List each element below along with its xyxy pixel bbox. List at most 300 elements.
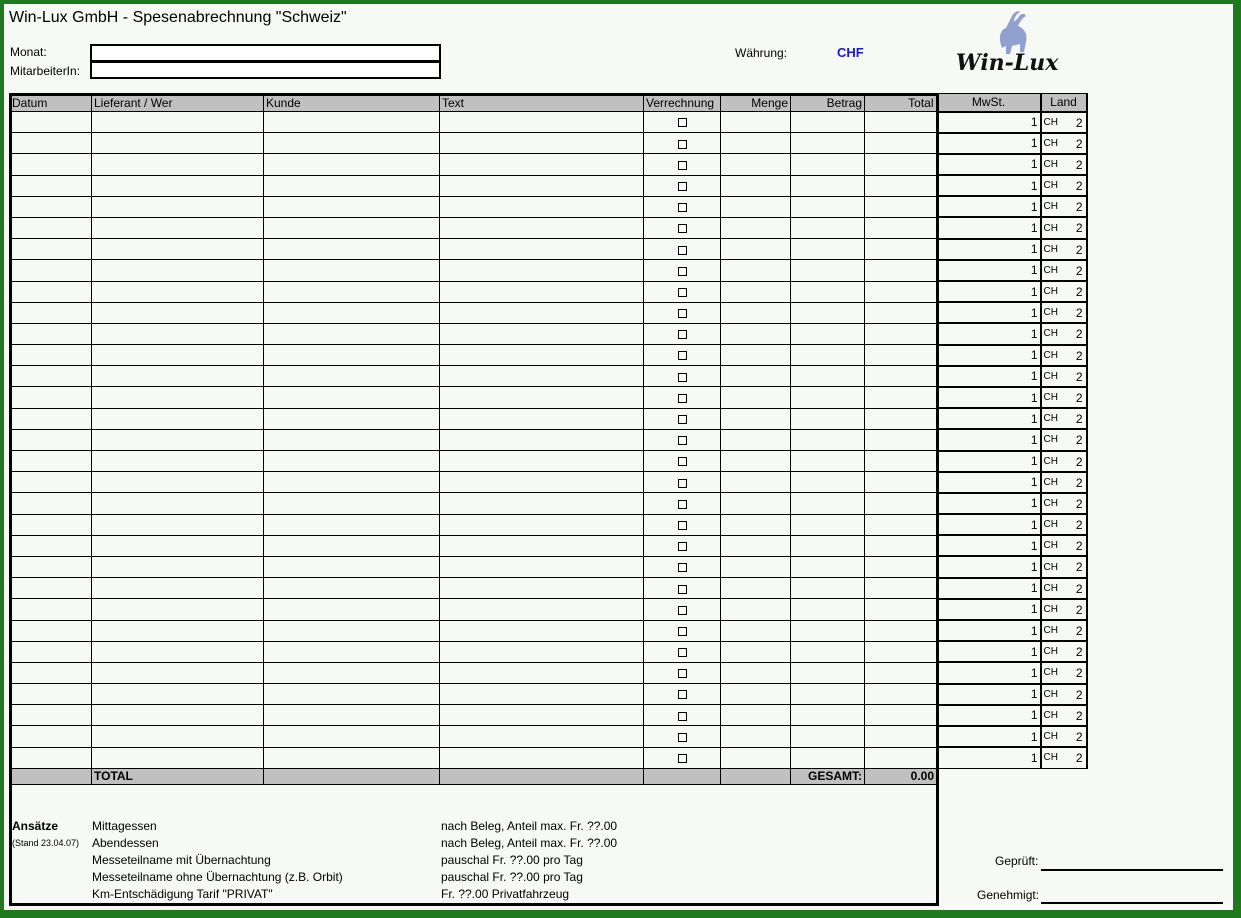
verrechnung-checkbox[interactable] — [678, 542, 687, 551]
cell-kunde[interactable] — [264, 387, 440, 408]
cell-mwst[interactable]: 1 — [937, 429, 1041, 450]
cell-datum[interactable] — [10, 345, 92, 366]
cell-betrag[interactable] — [791, 684, 865, 705]
cell-mwst[interactable]: 1 — [937, 599, 1041, 620]
cell-text[interactable] — [440, 535, 644, 556]
cell-verrechnung[interactable] — [644, 429, 721, 450]
cell-kunde[interactable] — [264, 472, 440, 493]
cell-betrag[interactable] — [791, 747, 865, 768]
cell-kunde[interactable] — [264, 684, 440, 705]
cell-text[interactable] — [440, 556, 644, 577]
cell-total[interactable] — [865, 281, 937, 302]
cell-total[interactable] — [865, 535, 937, 556]
verrechnung-checkbox[interactable] — [678, 330, 687, 339]
cell-text[interactable] — [440, 514, 644, 535]
verrechnung-checkbox[interactable] — [678, 500, 687, 509]
cell-verrechnung[interactable] — [644, 260, 721, 281]
cell-verrechnung[interactable] — [644, 366, 721, 387]
verrechnung-checkbox[interactable] — [678, 669, 687, 678]
verrechnung-checkbox[interactable] — [678, 563, 687, 572]
cell-menge[interactable] — [721, 429, 791, 450]
cell-menge[interactable] — [721, 217, 791, 238]
cell-verrechnung[interactable] — [644, 408, 721, 429]
cell-menge[interactable] — [721, 747, 791, 768]
cell-total[interactable] — [865, 323, 937, 344]
verrechnung-checkbox[interactable] — [678, 140, 687, 149]
cell-menge[interactable] — [721, 599, 791, 620]
cell-kunde[interactable] — [264, 451, 440, 472]
cell-total[interactable] — [865, 493, 937, 514]
cell-mwst[interactable]: 1 — [937, 556, 1041, 577]
verrechnung-checkbox[interactable] — [678, 288, 687, 297]
cell-land[interactable] — [1041, 196, 1087, 217]
cell-mwst[interactable]: 1 — [937, 408, 1041, 429]
cell-datum[interactable] — [10, 535, 92, 556]
cell-datum[interactable] — [10, 747, 92, 768]
cell-mwst[interactable]: 1 — [937, 726, 1041, 747]
cell-betrag[interactable] — [791, 662, 865, 683]
verrechnung-checkbox[interactable] — [678, 203, 687, 212]
cell-verrechnung[interactable] — [644, 323, 721, 344]
verrechnung-checkbox[interactable] — [678, 754, 687, 763]
cell-betrag[interactable] — [791, 620, 865, 641]
cell-mwst[interactable]: 1 — [937, 493, 1041, 514]
cell-datum[interactable] — [10, 133, 92, 154]
cell-verrechnung[interactable] — [644, 578, 721, 599]
cell-lieferant[interactable] — [92, 684, 264, 705]
cell-mwst[interactable]: 1 — [937, 472, 1041, 493]
cell-total[interactable] — [865, 578, 937, 599]
cell-mwst[interactable]: 1 — [937, 133, 1041, 154]
cell-lieferant[interactable] — [92, 620, 264, 641]
cell-verrechnung[interactable] — [644, 726, 721, 747]
cell-mwst[interactable]: 1 — [937, 260, 1041, 281]
cell-total[interactable] — [865, 726, 937, 747]
cell-mwst[interactable]: 1 — [937, 175, 1041, 196]
verrechnung-checkbox[interactable] — [678, 246, 687, 255]
cell-menge[interactable] — [721, 366, 791, 387]
cell-menge[interactable] — [721, 641, 791, 662]
cell-menge[interactable] — [721, 345, 791, 366]
cell-lieferant[interactable] — [92, 429, 264, 450]
cell-text[interactable] — [440, 154, 644, 175]
cell-lieferant[interactable] — [92, 578, 264, 599]
cell-datum[interactable] — [10, 514, 92, 535]
cell-verrechnung[interactable] — [644, 472, 721, 493]
cell-datum[interactable] — [10, 175, 92, 196]
cell-land[interactable] — [1041, 112, 1087, 133]
cell-kunde[interactable] — [264, 705, 440, 726]
cell-datum[interactable] — [10, 239, 92, 260]
cell-land[interactable] — [1041, 599, 1087, 620]
cell-land[interactable] — [1041, 662, 1087, 683]
cell-verrechnung[interactable] — [644, 196, 721, 217]
cell-kunde[interactable] — [264, 493, 440, 514]
cell-verrechnung[interactable] — [644, 281, 721, 302]
cell-kunde[interactable] — [264, 154, 440, 175]
cell-menge[interactable] — [721, 535, 791, 556]
cell-kunde[interactable] — [264, 281, 440, 302]
cell-betrag[interactable] — [791, 281, 865, 302]
cell-total[interactable] — [865, 345, 937, 366]
cell-menge[interactable] — [721, 281, 791, 302]
cell-kunde[interactable] — [264, 366, 440, 387]
cell-total[interactable] — [865, 641, 937, 662]
cell-menge[interactable] — [721, 493, 791, 514]
cell-text[interactable] — [440, 684, 644, 705]
cell-total[interactable] — [865, 133, 937, 154]
cell-text[interactable] — [440, 747, 644, 768]
verrechnung-checkbox[interactable] — [678, 479, 687, 488]
cell-text[interactable] — [440, 578, 644, 599]
cell-datum[interactable] — [10, 154, 92, 175]
cell-menge[interactable] — [721, 387, 791, 408]
cell-verrechnung[interactable] — [644, 747, 721, 768]
cell-land[interactable] — [1041, 429, 1087, 450]
cell-total[interactable] — [865, 302, 937, 323]
cell-betrag[interactable] — [791, 578, 865, 599]
cell-lieferant[interactable] — [92, 599, 264, 620]
cell-kunde[interactable] — [264, 578, 440, 599]
cell-lieferant[interactable] — [92, 302, 264, 323]
cell-menge[interactable] — [721, 726, 791, 747]
cell-verrechnung[interactable] — [644, 451, 721, 472]
cell-land[interactable] — [1041, 133, 1087, 154]
cell-mwst[interactable]: 1 — [937, 578, 1041, 599]
cell-mwst[interactable]: 1 — [937, 217, 1041, 238]
cell-land[interactable] — [1041, 239, 1087, 260]
cell-menge[interactable] — [721, 175, 791, 196]
cell-lieferant[interactable] — [92, 239, 264, 260]
cell-datum[interactable] — [10, 620, 92, 641]
cell-text[interactable] — [440, 726, 644, 747]
verrechnung-checkbox[interactable] — [678, 627, 687, 636]
cell-betrag[interactable] — [791, 133, 865, 154]
cell-kunde[interactable] — [264, 747, 440, 768]
cell-verrechnung[interactable] — [644, 705, 721, 726]
cell-mwst[interactable]: 1 — [937, 196, 1041, 217]
cell-datum[interactable] — [10, 472, 92, 493]
cell-lieferant[interactable] — [92, 408, 264, 429]
cell-verrechnung[interactable] — [644, 112, 721, 133]
cell-kunde[interactable] — [264, 408, 440, 429]
cell-mwst[interactable]: 1 — [937, 239, 1041, 260]
cell-land[interactable] — [1041, 260, 1087, 281]
cell-land[interactable] — [1041, 302, 1087, 323]
cell-total[interactable] — [865, 620, 937, 641]
cell-mwst[interactable]: 1 — [937, 684, 1041, 705]
cell-kunde[interactable] — [264, 556, 440, 577]
verrechnung-checkbox[interactable] — [678, 648, 687, 657]
cell-lieferant[interactable] — [92, 387, 264, 408]
cell-mwst[interactable]: 1 — [937, 366, 1041, 387]
cell-verrechnung[interactable] — [644, 514, 721, 535]
cell-menge[interactable] — [721, 451, 791, 472]
cell-lieferant[interactable] — [92, 472, 264, 493]
cell-verrechnung[interactable] — [644, 239, 721, 260]
cell-text[interactable] — [440, 175, 644, 196]
cell-mwst[interactable]: 1 — [937, 705, 1041, 726]
cell-lieferant[interactable] — [92, 705, 264, 726]
cell-kunde[interactable] — [264, 620, 440, 641]
cell-datum[interactable] — [10, 217, 92, 238]
cell-verrechnung[interactable] — [644, 387, 721, 408]
cell-kunde[interactable] — [264, 662, 440, 683]
cell-land[interactable] — [1041, 493, 1087, 514]
verrechnung-checkbox[interactable] — [678, 267, 687, 276]
cell-text[interactable] — [440, 493, 644, 514]
cell-land[interactable] — [1041, 323, 1087, 344]
verrechnung-checkbox[interactable] — [678, 373, 687, 382]
cell-lieferant[interactable] — [92, 535, 264, 556]
cell-datum[interactable] — [10, 323, 92, 344]
cell-kunde[interactable] — [264, 239, 440, 260]
cell-datum[interactable] — [10, 260, 92, 281]
cell-datum[interactable] — [10, 726, 92, 747]
cell-verrechnung[interactable] — [644, 133, 721, 154]
cell-lieferant[interactable] — [92, 196, 264, 217]
cell-datum[interactable] — [10, 408, 92, 429]
cell-text[interactable] — [440, 302, 644, 323]
cell-verrechnung[interactable] — [644, 535, 721, 556]
cell-lieferant[interactable] — [92, 726, 264, 747]
cell-betrag[interactable] — [791, 408, 865, 429]
cell-mwst[interactable]: 1 — [937, 662, 1041, 683]
cell-datum[interactable] — [10, 366, 92, 387]
cell-land[interactable] — [1041, 154, 1087, 175]
cell-menge[interactable] — [721, 578, 791, 599]
cell-kunde[interactable] — [264, 535, 440, 556]
verrechnung-checkbox[interactable] — [678, 224, 687, 233]
cell-land[interactable] — [1041, 684, 1087, 705]
cell-text[interactable] — [440, 408, 644, 429]
checked-signature-line[interactable] — [1041, 868, 1223, 871]
cell-betrag[interactable] — [791, 705, 865, 726]
cell-datum[interactable] — [10, 451, 92, 472]
verrechnung-checkbox[interactable] — [678, 521, 687, 530]
verrechnung-checkbox[interactable] — [678, 690, 687, 699]
cell-total[interactable] — [865, 662, 937, 683]
cell-mwst[interactable]: 1 — [937, 302, 1041, 323]
cell-mwst[interactable]: 1 — [937, 451, 1041, 472]
cell-menge[interactable] — [721, 112, 791, 133]
verrechnung-checkbox[interactable] — [678, 712, 687, 721]
cell-betrag[interactable] — [791, 429, 865, 450]
verrechnung-checkbox[interactable] — [678, 118, 687, 127]
cell-text[interactable] — [440, 112, 644, 133]
cell-total[interactable] — [865, 705, 937, 726]
cell-menge[interactable] — [721, 472, 791, 493]
cell-datum[interactable] — [10, 112, 92, 133]
cell-kunde[interactable] — [264, 112, 440, 133]
verrechnung-checkbox[interactable] — [678, 394, 687, 403]
cell-menge[interactable] — [721, 196, 791, 217]
cell-betrag[interactable] — [791, 366, 865, 387]
cell-datum[interactable] — [10, 599, 92, 620]
cell-text[interactable] — [440, 196, 644, 217]
cell-kunde[interactable] — [264, 217, 440, 238]
cell-land[interactable] — [1041, 387, 1087, 408]
cell-lieferant[interactable] — [92, 747, 264, 768]
cell-lieferant[interactable] — [92, 366, 264, 387]
cell-menge[interactable] — [721, 260, 791, 281]
cell-text[interactable] — [440, 599, 644, 620]
cell-land[interactable] — [1041, 366, 1087, 387]
cell-verrechnung[interactable] — [644, 684, 721, 705]
cell-lieferant[interactable] — [92, 281, 264, 302]
cell-mwst[interactable]: 1 — [937, 535, 1041, 556]
cell-menge[interactable] — [721, 684, 791, 705]
cell-land[interactable] — [1041, 726, 1087, 747]
cell-total[interactable] — [865, 599, 937, 620]
cell-lieferant[interactable] — [92, 154, 264, 175]
cell-datum[interactable] — [10, 641, 92, 662]
cell-total[interactable] — [865, 429, 937, 450]
cell-kunde[interactable] — [264, 429, 440, 450]
cell-kunde[interactable] — [264, 302, 440, 323]
verrechnung-checkbox[interactable] — [678, 351, 687, 360]
cell-land[interactable] — [1041, 281, 1087, 302]
cell-lieferant[interactable] — [92, 641, 264, 662]
cell-menge[interactable] — [721, 239, 791, 260]
cell-land[interactable] — [1041, 472, 1087, 493]
cell-total[interactable] — [865, 239, 937, 260]
cell-total[interactable] — [865, 217, 937, 238]
verrechnung-checkbox[interactable] — [678, 309, 687, 318]
cell-land[interactable] — [1041, 535, 1087, 556]
cell-text[interactable] — [440, 387, 644, 408]
verrechnung-checkbox[interactable] — [678, 415, 687, 424]
cell-total[interactable] — [865, 514, 937, 535]
cell-mwst[interactable]: 1 — [937, 387, 1041, 408]
cell-text[interactable] — [440, 217, 644, 238]
cell-land[interactable] — [1041, 514, 1087, 535]
cell-betrag[interactable] — [791, 260, 865, 281]
cell-mwst[interactable]: 1 — [937, 641, 1041, 662]
cell-menge[interactable] — [721, 620, 791, 641]
verrechnung-checkbox[interactable] — [678, 457, 687, 466]
cell-mwst[interactable]: 1 — [937, 620, 1041, 641]
cell-total[interactable] — [865, 260, 937, 281]
cell-verrechnung[interactable] — [644, 154, 721, 175]
cell-text[interactable] — [440, 323, 644, 344]
cell-betrag[interactable] — [791, 472, 865, 493]
verrechnung-checkbox[interactable] — [678, 161, 687, 170]
cell-datum[interactable] — [10, 684, 92, 705]
cell-verrechnung[interactable] — [644, 662, 721, 683]
cell-betrag[interactable] — [791, 323, 865, 344]
cell-datum[interactable] — [10, 387, 92, 408]
cell-total[interactable] — [865, 747, 937, 768]
cell-land[interactable] — [1041, 408, 1087, 429]
cell-lieferant[interactable] — [92, 260, 264, 281]
cell-betrag[interactable] — [791, 599, 865, 620]
cell-kunde[interactable] — [264, 726, 440, 747]
cell-land[interactable] — [1041, 175, 1087, 196]
cell-total[interactable] — [865, 112, 937, 133]
cell-verrechnung[interactable] — [644, 345, 721, 366]
cell-text[interactable] — [440, 429, 644, 450]
cell-menge[interactable] — [721, 514, 791, 535]
cell-mwst[interactable]: 1 — [937, 281, 1041, 302]
cell-text[interactable] — [440, 366, 644, 387]
cell-kunde[interactable] — [264, 514, 440, 535]
cell-land[interactable] — [1041, 747, 1087, 768]
cell-text[interactable] — [440, 281, 644, 302]
cell-kunde[interactable] — [264, 175, 440, 196]
cell-text[interactable] — [440, 133, 644, 154]
cell-betrag[interactable] — [791, 641, 865, 662]
cell-lieferant[interactable] — [92, 662, 264, 683]
cell-datum[interactable] — [10, 556, 92, 577]
cell-text[interactable] — [440, 641, 644, 662]
verrechnung-checkbox[interactable] — [678, 585, 687, 594]
cell-datum[interactable] — [10, 662, 92, 683]
cell-mwst[interactable]: 1 — [937, 345, 1041, 366]
cell-lieferant[interactable] — [92, 514, 264, 535]
month-field[interactable] — [90, 44, 441, 62]
cell-betrag[interactable] — [791, 217, 865, 238]
cell-text[interactable] — [440, 705, 644, 726]
cell-land[interactable] — [1041, 578, 1087, 599]
cell-total[interactable] — [865, 408, 937, 429]
cell-betrag[interactable] — [791, 556, 865, 577]
cell-betrag[interactable] — [791, 112, 865, 133]
verrechnung-checkbox[interactable] — [678, 606, 687, 615]
cell-lieferant[interactable] — [92, 493, 264, 514]
cell-total[interactable] — [865, 196, 937, 217]
cell-total[interactable] — [865, 387, 937, 408]
cell-verrechnung[interactable] — [644, 599, 721, 620]
cell-datum[interactable] — [10, 196, 92, 217]
cell-text[interactable] — [440, 451, 644, 472]
cell-betrag[interactable] — [791, 387, 865, 408]
cell-text[interactable] — [440, 345, 644, 366]
cell-total[interactable] — [865, 154, 937, 175]
cell-lieferant[interactable] — [92, 323, 264, 344]
cell-datum[interactable] — [10, 429, 92, 450]
cell-kunde[interactable] — [264, 599, 440, 620]
cell-mwst[interactable]: 1 — [937, 747, 1041, 768]
cell-kunde[interactable] — [264, 196, 440, 217]
cell-total[interactable] — [865, 472, 937, 493]
cell-betrag[interactable] — [791, 493, 865, 514]
cell-mwst[interactable]: 1 — [937, 323, 1041, 344]
cell-menge[interactable] — [721, 705, 791, 726]
cell-verrechnung[interactable] — [644, 302, 721, 323]
verrechnung-checkbox[interactable] — [678, 733, 687, 742]
cell-verrechnung[interactable] — [644, 556, 721, 577]
cell-lieferant[interactable] — [92, 451, 264, 472]
cell-kunde[interactable] — [264, 133, 440, 154]
cell-text[interactable] — [440, 662, 644, 683]
cell-lieferant[interactable] — [92, 133, 264, 154]
cell-menge[interactable] — [721, 302, 791, 323]
cell-text[interactable] — [440, 620, 644, 641]
cell-total[interactable] — [865, 366, 937, 387]
cell-land[interactable] — [1041, 217, 1087, 238]
cell-betrag[interactable] — [791, 154, 865, 175]
cell-lieferant[interactable] — [92, 112, 264, 133]
cell-land[interactable] — [1041, 451, 1087, 472]
cell-betrag[interactable] — [791, 514, 865, 535]
cell-text[interactable] — [440, 260, 644, 281]
cell-betrag[interactable] — [791, 239, 865, 260]
employee-field[interactable] — [90, 61, 441, 79]
verrechnung-checkbox[interactable] — [678, 182, 687, 191]
cell-menge[interactable] — [721, 662, 791, 683]
cell-land[interactable] — [1041, 620, 1087, 641]
